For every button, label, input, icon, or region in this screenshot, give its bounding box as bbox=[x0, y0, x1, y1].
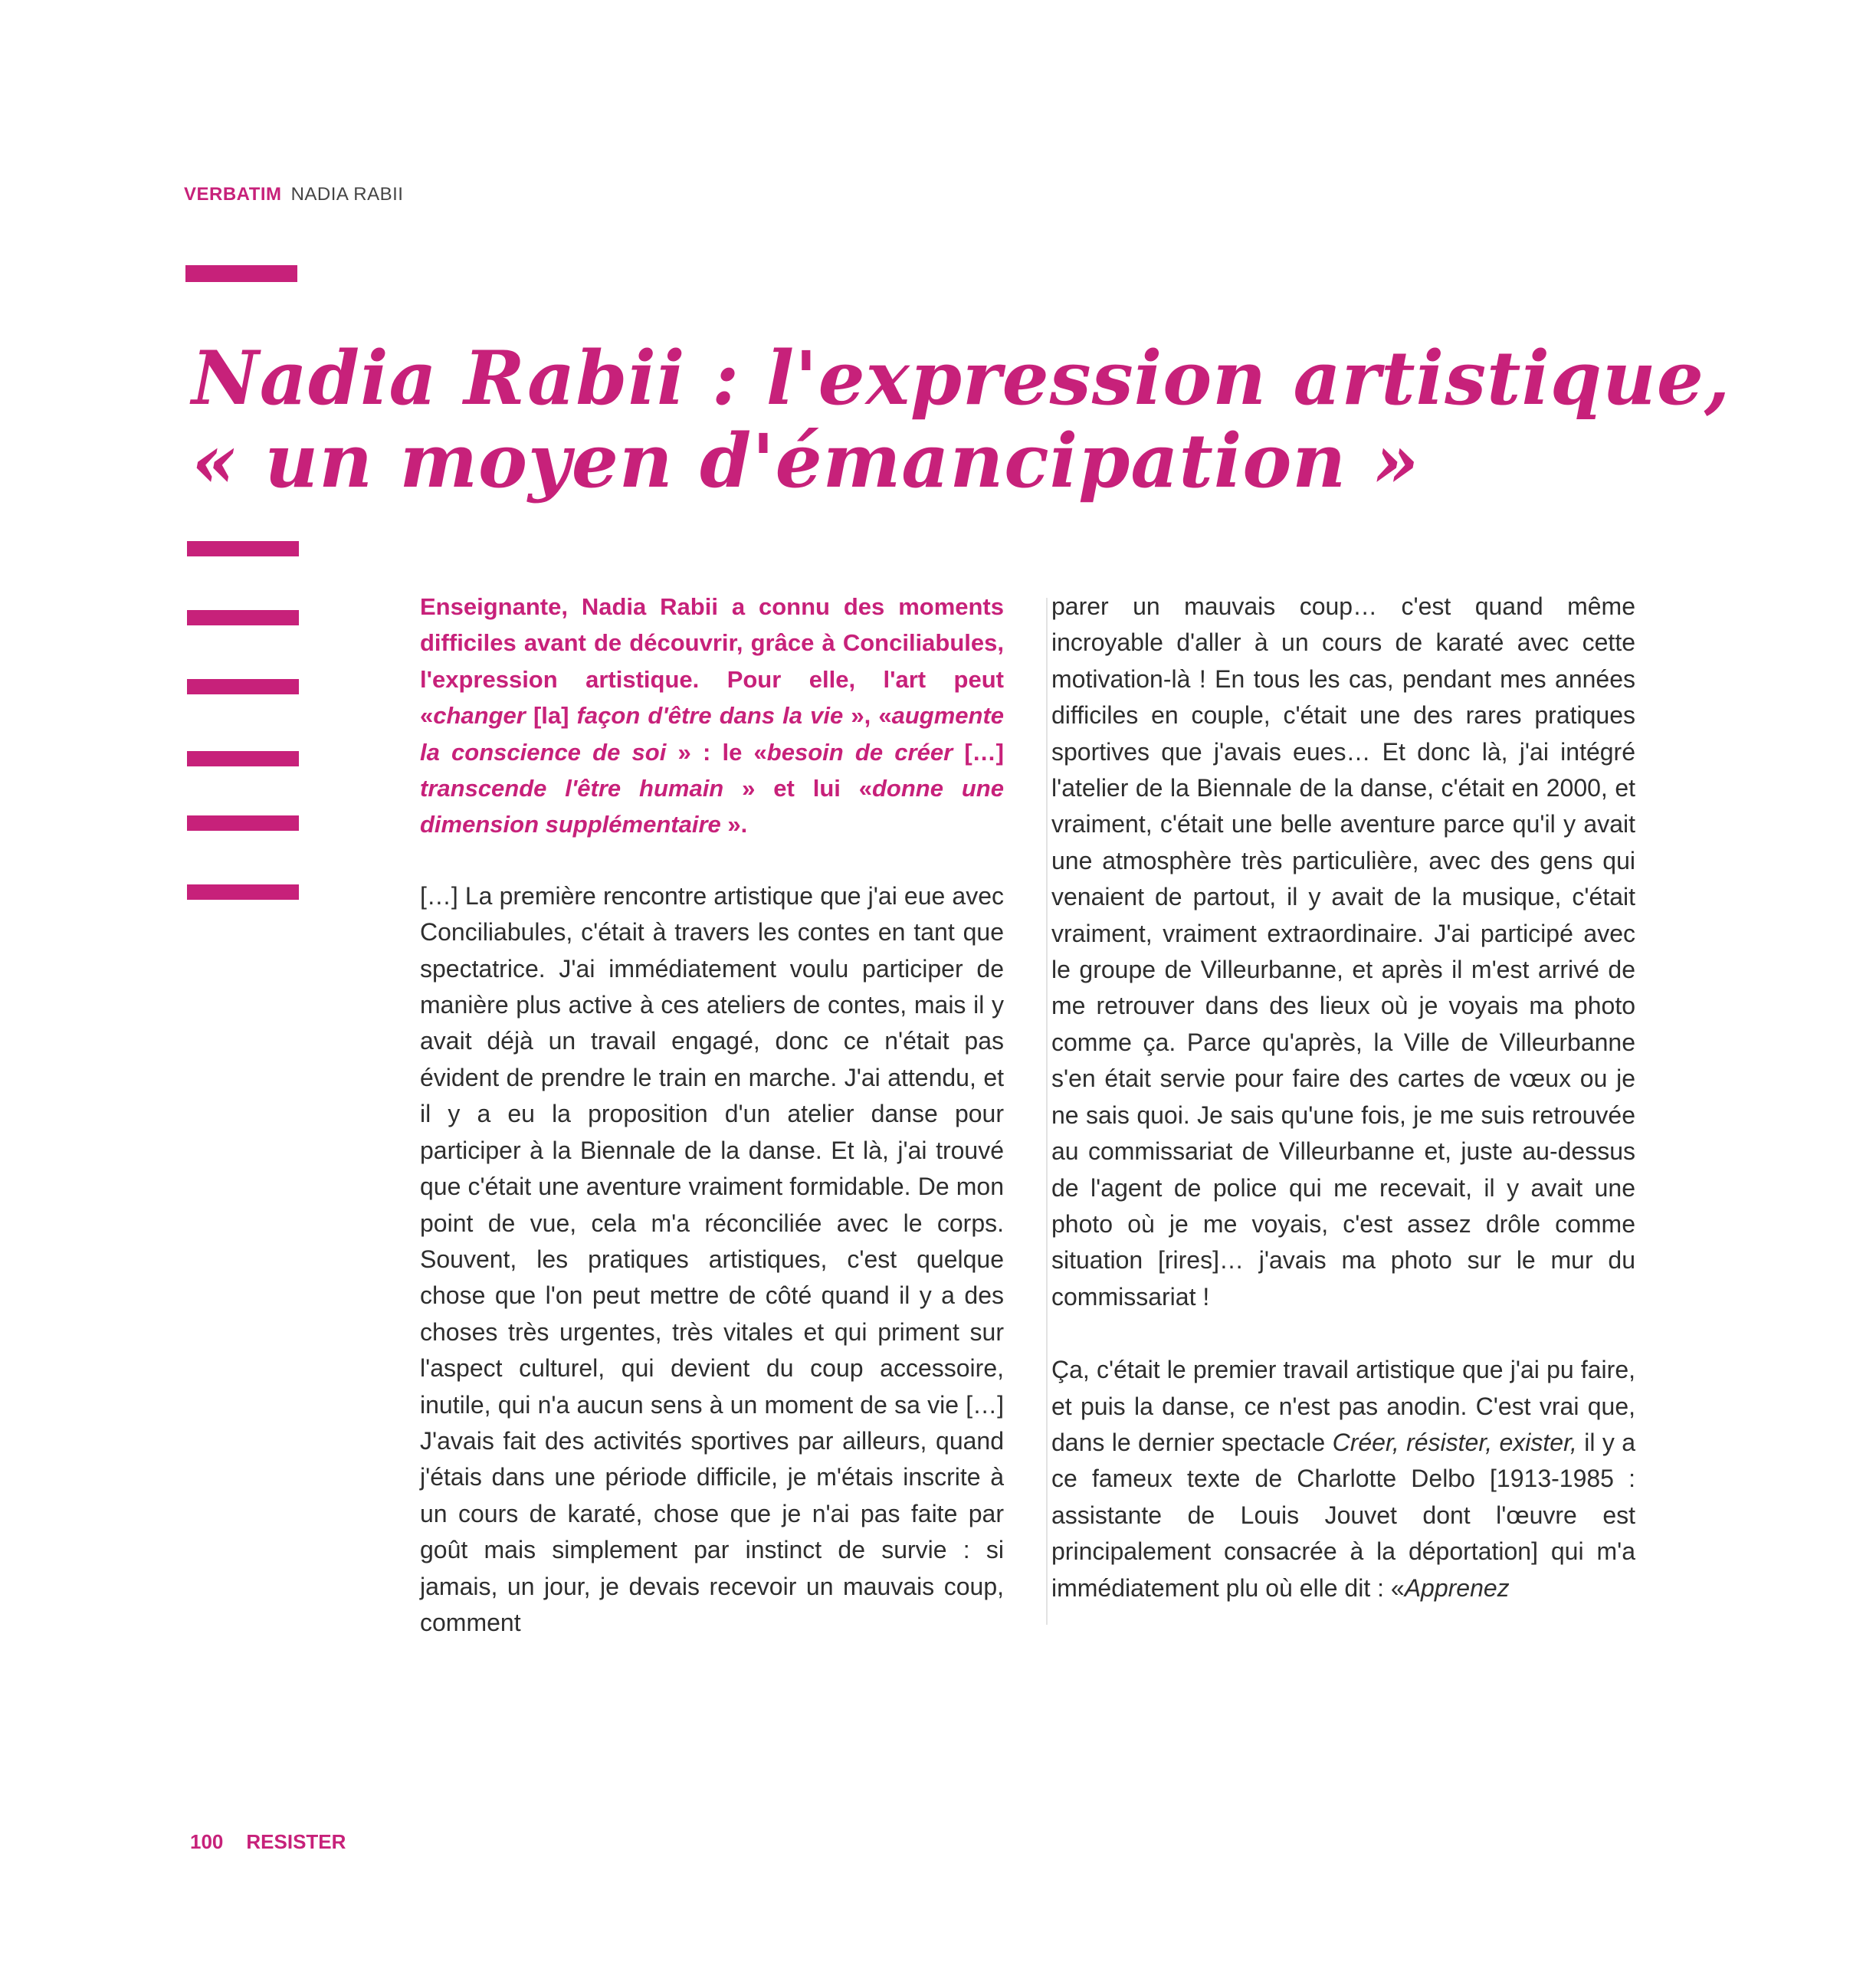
text-run: Apprenez bbox=[1404, 1573, 1510, 1602]
column-divider bbox=[1046, 598, 1048, 1625]
running-head-section: VERBATIM bbox=[184, 184, 282, 205]
text-run: Créer, résister, exister, bbox=[1332, 1428, 1577, 1456]
running-head bbox=[184, 184, 403, 205]
text-run: », « bbox=[843, 702, 892, 730]
text-run: donne une dimension supplémentaire bbox=[420, 775, 1004, 838]
lede-paragraph bbox=[420, 589, 1004, 843]
text-run: façon d'être dans la vie bbox=[576, 702, 844, 730]
text-run: il y a ce fameux texte de Charlotte Delbo [1913-1985 : assistante de Louis Jouvet dont l'œuvre est principalement consacrée à la déportation] qui m'a immédiatement plu où elle dit : « bbox=[1051, 1428, 1636, 1602]
decorative-bar bbox=[187, 541, 299, 556]
decorative-bar bbox=[185, 265, 297, 282]
text-run: Enseignante, Nadia Rabii a connu des moments difficiles avant de découvrir, grâce à Conciliabules, l'expression artistique. Pour elle, l'art peut « bbox=[420, 593, 1004, 730]
decorative-bar bbox=[187, 751, 299, 766]
text-run: [la] bbox=[525, 702, 577, 730]
title-line-2: « un moyen d'émancipation » bbox=[192, 418, 1420, 504]
page-footer bbox=[190, 1830, 346, 1854]
page-title bbox=[192, 335, 1731, 504]
decorative-bar bbox=[187, 815, 299, 831]
right-column bbox=[1051, 589, 1635, 1606]
text-run: ». bbox=[720, 811, 748, 838]
running-head-name: NADIA RABII bbox=[290, 184, 404, 205]
text-run: transcende l'être humain bbox=[420, 775, 724, 802]
footer-section: RESISTER bbox=[246, 1830, 346, 1853]
text-run: besoin de créer bbox=[766, 738, 953, 766]
decorative-bar bbox=[187, 884, 299, 900]
text-run: » et lui « bbox=[723, 775, 872, 802]
decorative-bar bbox=[187, 610, 299, 625]
left-column bbox=[420, 589, 1004, 1641]
text-run: Ça, c'était le premier travail artistique que j'ai pu faire, et puis la danse, ce n'est pas anodin. C'est vrai que, dans le dernier spectacle bbox=[1051, 1356, 1635, 1456]
text-run: augmente la conscience de soi bbox=[420, 702, 1005, 766]
body-paragraph bbox=[1051, 1352, 1635, 1606]
body-paragraph: […] La première rencontre artistique que j'ai eue avec Conciliabules, c'était à travers les contes en tant que spectatrice. J'ai immédiatement voulu participer de manière plus active à ces ateliers de contes, mais il y avait déjà un travail engagé, donc ce n'était pas évident de prendre le train en marche. J'ai attendu, et il y a eu la proposition d'un atelier danse pour participer à la Biennale de la danse. Et là, j'ai trouvé que c'était une aventure vraiment formidable. De mon point de vue, cela m'a réconciliée avec le corps. Souvent, les pratiques artistiques, c'est quelque chose que l'on peut mettre de côté quand il y a des choses très urgentes, très vitales et qui priment sur l'aspect culturel, qui devient du coup accessoire, inutile, qui n'a aucun sens à un moment de sa vie […] J'avais fait des activités sportives par ailleurs, quand j'étais dans une période difficile, je m'étais inscrite à un cours de karaté, chose que je n'ai pas faite par goût mais simplement par instinct de survie : si jamais, un jour, je devais recevoir un mauvais coup, comment bbox=[420, 881, 1004, 1636]
page-number: 100 bbox=[190, 1830, 224, 1853]
body-paragraph: parer un mauvais coup… c'est quand même incroyable d'aller à un cours de karaté avec cette motivation-là ! En tous les cas, pendant mes années difficiles en couple, c'était une des rares pratiques sportives que j'avais eues… Et donc là, j'ai intégré l'atelier de la Biennale de la danse, c'était en 2000, et vraiment, c'était une belle aventure parce qu'il y avait une atmosphère très particulière, avec des gens qui venaient de partout, il y avait de la musique, c'était vraiment, vraiment extraordinaire. J'ai participé avec le groupe de Villeurbanne, et après il m'est arrivé de me retrouver dans des lieux où je voyais ma photo comme ça. Parce qu'après, la Ville de Villeurbanne s'en était servie pour faire des cartes de vœux ou je ne sais quoi. Je sais qu'une fois, je me suis retrouvée au commissariat de Villeurbanne et, juste au-dessus de l'agent de police qui me recevait, il y avait une photo où je me voyais, c'est assez drôle comme situation [rires]… j'avais ma photo sur le mur du commissariat ! bbox=[1051, 592, 1635, 1311]
title-line-1: Nadia Rabii : l'expression artistique, bbox=[192, 335, 1731, 422]
decorative-bar bbox=[187, 679, 299, 694]
text-run: » : le « bbox=[666, 738, 767, 766]
text-run: […] bbox=[953, 738, 1004, 766]
text-run: changer bbox=[433, 702, 526, 730]
